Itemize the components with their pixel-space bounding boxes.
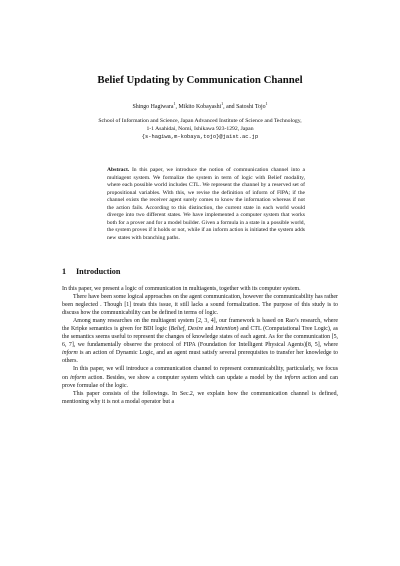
emphasis-term: inform <box>62 350 78 357</box>
section-title: Introduction <box>76 267 121 276</box>
author-name: Mikito Kobayashi <box>178 103 222 110</box>
body-paragraph <box>62 293 338 317</box>
paragraph-text: Among many researches on the multiagent system [2, 3, 4], our framework is based on Rao’s research, where the Kripke semantics is given for BDI logic ( <box>62 318 338 333</box>
paragraph-text: This paper consists of the followings. In Sec.2, we explain how the communication channel is defined, mentioning why it is not a modal operator but a <box>62 390 338 405</box>
paragraph-text: ) and CTL (Computational Tree Logic), as the semantics seems useful to represent the changes of knowledge states of each agent. As for the communication [5, 6, 7], we fundamentally observe the protocol of FIPA (Foundation for Intelligent Physical Agents)[8, 5], where <box>62 326 338 349</box>
abstract-heading: Abstract. <box>107 167 130 173</box>
paragraph-text: There have been some logical approaches on the agent communication, however the communicability has rather been neglected . Though [1] treats this issue, it still lacks a sound formalization. The purpose of this study is to discuss how the communicability can be defined in terms of logic. <box>62 294 338 317</box>
emphasis-term: inform <box>70 374 86 381</box>
author-separator: , <box>175 103 179 110</box>
body-paragraph <box>62 317 338 365</box>
paper-title: Belief Updating by Communication Channel <box>97 74 303 86</box>
emphasis-term: Belief <box>170 326 185 333</box>
section-body <box>62 285 338 406</box>
body-paragraph <box>62 365 338 389</box>
abstract-text: In this paper, we introduce the notion of communication channel into a multiagent system. We formalize the system in term of logic with Belief modality, where each possible world includes CTL. We represent the channel by a reserved set of propositional variables. With this, we revise the definition of inform of FIPA; if the channel exists the receiver agent surely comes to know the information whereas if not the action fails. According to this distinction, the current state in each world would diverge into two different states. We have implemented a computer system that works both for a prover and for a model builder. Given a formula in a state in a possible world, the system proves if it holds or not, while if an inform action is initiated the system adds new states with branching paths. <box>107 167 305 241</box>
author-separator: , and <box>223 103 237 110</box>
author-name: Shingo Hagiwara <box>132 103 174 110</box>
abstract <box>107 167 305 242</box>
emphasis-term: Intention <box>215 326 237 333</box>
author-name: Satoshi Tojo <box>236 103 266 110</box>
affiliation-institution: School of Information and Science, Japan Advanced Institute of Science and Technology, <box>98 118 302 124</box>
emphasis-term: inform <box>284 374 301 381</box>
affiliation-mark: 1 <box>173 101 176 106</box>
paragraph-text: is an action of Dynamic Logic, and an agent must satisfy several prerequisites to transfer her knowledge to others. <box>62 350 338 365</box>
affiliation-address: 1-1 Asahidai, Nomi, Ishikawa 923-1292, Japan <box>146 125 254 132</box>
body-paragraph <box>62 285 338 293</box>
paragraph-text: In this paper, we present a logic of communication in multiagents, together with its computer system. <box>62 286 301 292</box>
body-paragraph <box>62 390 338 406</box>
affiliation-block <box>80 118 320 141</box>
author-emails: {s-hagiwa,m-kobaya,tojo}@jaist.ac.jp <box>141 133 259 140</box>
paragraph-text: , <box>184 326 188 333</box>
section-heading <box>62 267 120 276</box>
affiliation-mark: 1 <box>265 101 268 106</box>
paragraph-text: action and can prove formulae of the logic. <box>62 374 338 389</box>
emphasis-term: Desire <box>187 326 204 333</box>
affiliation-mark: 1 <box>221 101 224 106</box>
section-number: 1 <box>62 267 67 276</box>
paragraph-text: In this paper, we will introduce a communication channel to represent communicability, particularly, we focus on <box>62 366 338 381</box>
author-list <box>0 101 400 110</box>
paragraph-text: action. Besides, we show a computer system which can update a model by the <box>85 374 285 381</box>
paragraph-text: and <box>203 326 216 333</box>
